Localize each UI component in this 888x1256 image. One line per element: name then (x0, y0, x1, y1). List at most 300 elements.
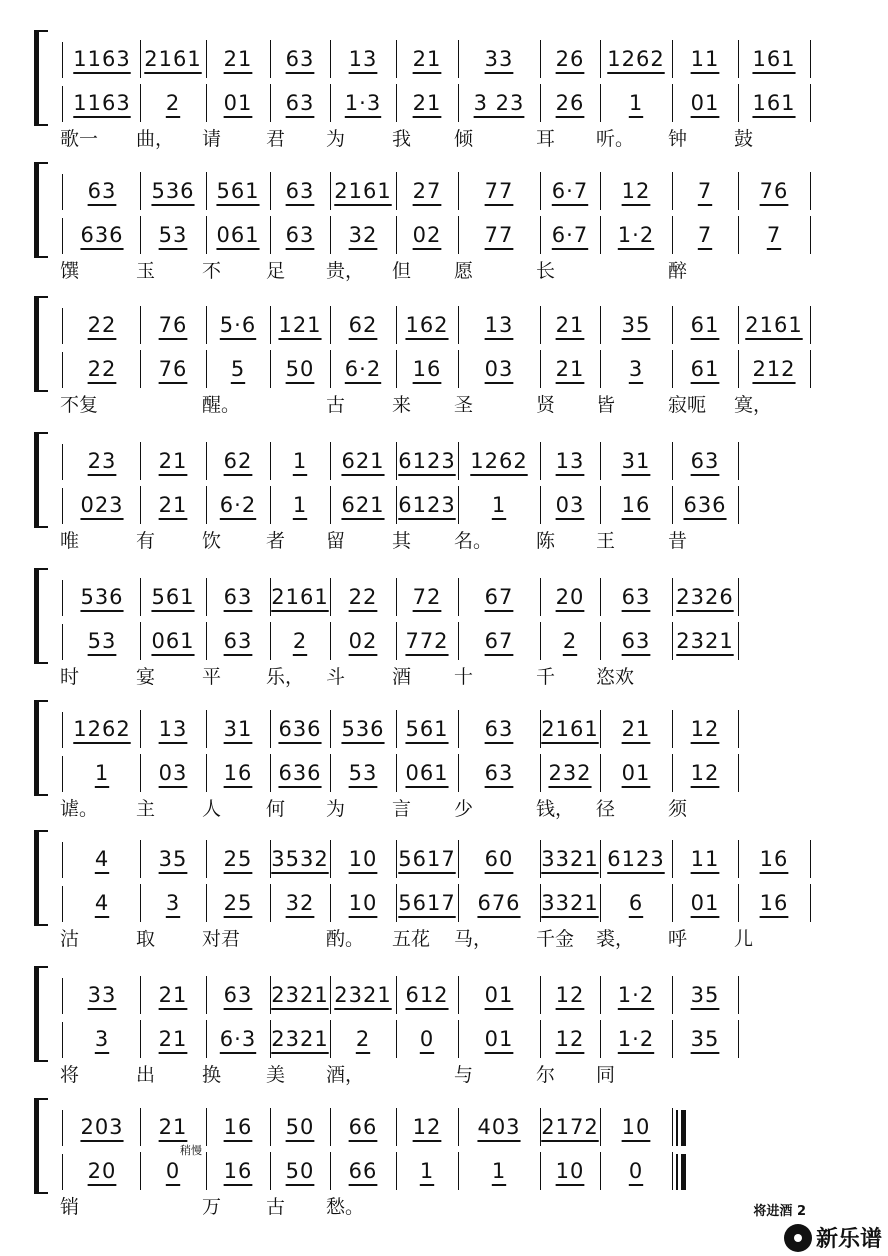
notes: 1 (292, 493, 308, 517)
notes: 33 (87, 983, 117, 1007)
notes: 63 (621, 585, 651, 609)
notes: 21 (555, 313, 585, 337)
notes: 63 (484, 717, 514, 741)
measure (600, 754, 673, 792)
lyric-syllable: 寂呃 (668, 394, 707, 416)
measure (64, 40, 141, 78)
measure (540, 1152, 601, 1190)
measure (396, 710, 459, 748)
notes: 22 (348, 585, 378, 609)
measure (738, 350, 811, 388)
measure (738, 306, 811, 344)
notes: 1·3 (344, 91, 382, 115)
measure (270, 754, 331, 792)
notes: 60 (484, 847, 514, 871)
notes: 2 (562, 629, 578, 653)
measure (600, 172, 673, 210)
measure (64, 442, 141, 480)
notes: 02 (348, 629, 378, 653)
measure (458, 40, 541, 78)
notes: 6·2 (219, 493, 257, 517)
start-barline (62, 842, 63, 878)
start-barline (62, 1022, 63, 1058)
start-barline (62, 86, 63, 122)
measure (540, 884, 601, 922)
lyrics-line (54, 1060, 868, 1084)
bottom-staff (54, 616, 868, 664)
lyric-syllable: 寞， (734, 394, 773, 416)
top-staff (54, 834, 868, 882)
top-staff (54, 970, 868, 1018)
measure (540, 350, 601, 388)
measure (330, 442, 397, 480)
lyric-syllable: 皆 (596, 394, 616, 416)
measure (458, 172, 541, 210)
notes: 32 (348, 223, 378, 247)
final-barline (676, 1154, 686, 1190)
notes: 11 (690, 847, 720, 871)
notes: 2326 (676, 585, 734, 609)
lyrics-line (54, 794, 868, 818)
measure (330, 172, 397, 210)
measure (458, 350, 541, 388)
notes: 2172 (541, 1115, 599, 1139)
lyric-syllable: 五花 (392, 928, 431, 950)
notes: 0 (165, 1159, 181, 1183)
notes: 162 (405, 313, 449, 337)
measure (396, 84, 459, 122)
measure (270, 840, 331, 878)
measure (270, 976, 331, 1014)
notes: 4 (94, 891, 110, 915)
notes: 63 (285, 223, 315, 247)
lyric-syllable: 言 (392, 798, 412, 820)
measure (396, 442, 459, 480)
lyric-syllable: 须 (668, 798, 688, 820)
notes: 63 (223, 629, 253, 653)
measure (270, 84, 331, 122)
measure (270, 622, 331, 660)
measure (540, 1108, 601, 1146)
bottom-staff (54, 210, 868, 258)
notes: 6 (628, 891, 644, 915)
measure (330, 350, 397, 388)
measure (672, 884, 739, 922)
start-barline (62, 978, 63, 1014)
lyric-syllable: 醒。 (202, 394, 241, 416)
measure (600, 622, 673, 660)
lyric-syllable: 酌。 (326, 928, 365, 950)
lyric-syllable: 对君 (202, 928, 241, 950)
system-bracket (34, 830, 48, 926)
notes: 212 (752, 357, 796, 381)
lyric-syllable: 留 (326, 530, 346, 552)
measure (140, 486, 207, 524)
measure (64, 216, 141, 254)
notes: 33 (484, 47, 514, 71)
measure (672, 840, 739, 878)
lyric-syllable: 酒， (326, 1064, 365, 1086)
lyric-syllable: 醉 (668, 260, 688, 282)
lyric-syllable: 沽 (60, 928, 80, 950)
measure (540, 306, 601, 344)
notes: 621 (341, 493, 385, 517)
system-bracket (34, 296, 48, 392)
notes: 32 (285, 891, 315, 915)
notes: 2321 (676, 629, 734, 653)
measure (64, 884, 141, 922)
measure (600, 1152, 673, 1190)
notes: 3321 (541, 847, 599, 871)
notes: 35 (621, 313, 651, 337)
notes: 13 (484, 313, 514, 337)
measure (140, 754, 207, 792)
measure (396, 578, 459, 616)
notes: 10 (555, 1159, 585, 1183)
notes: 35 (690, 983, 720, 1007)
lyric-syllable: 贤 (536, 394, 556, 416)
notes: 26 (555, 47, 585, 71)
measure (600, 40, 673, 78)
lyric-syllable: 儿 (734, 928, 754, 950)
lyrics-line (54, 1192, 868, 1216)
measure (600, 840, 673, 878)
notes: 3321 (541, 891, 599, 915)
start-barline (62, 756, 63, 792)
notes: 27 (412, 179, 442, 203)
notes: 161 (752, 47, 796, 71)
notes: 3 (628, 357, 644, 381)
notes: 3 (165, 891, 181, 915)
measure (270, 710, 331, 748)
lyric-syllable: 时 (60, 666, 80, 688)
measure (396, 840, 459, 878)
notes: 2161 (745, 313, 803, 337)
measure (206, 976, 271, 1014)
lyric-syllable: 人 (202, 798, 222, 820)
score-system (34, 830, 868, 952)
measure (270, 1020, 331, 1058)
measure (140, 1108, 207, 1146)
notes: 1 (491, 493, 507, 517)
measure (458, 486, 541, 524)
notes: 1 (491, 1159, 507, 1183)
measure (64, 840, 141, 878)
notes: 12 (412, 1115, 442, 1139)
notes: 63 (285, 179, 315, 203)
measure (206, 216, 271, 254)
measure (672, 84, 739, 122)
system-bracket (34, 700, 48, 796)
measure (540, 710, 601, 748)
notes: 621 (341, 449, 385, 473)
measure (330, 976, 397, 1014)
notes: 66 (348, 1115, 378, 1139)
notes: 1163 (73, 47, 131, 71)
notes: 13 (158, 717, 188, 741)
lyric-syllable: 取 (136, 928, 156, 950)
top-staff (54, 436, 868, 484)
notes: 2 (292, 629, 308, 653)
notes: 53 (158, 223, 188, 247)
measure (672, 306, 739, 344)
lyric-syllable: 千金 (536, 928, 575, 950)
measure (600, 578, 673, 616)
notes: 7 (697, 179, 713, 203)
notes: 01 (621, 761, 651, 785)
notes: 10 (621, 1115, 651, 1139)
bottom-staff (54, 1014, 868, 1062)
lyric-syllable: 愁。 (326, 1196, 365, 1218)
measure (64, 578, 141, 616)
measure (140, 1020, 207, 1058)
measure (600, 350, 673, 388)
page-label: 将进酒 2 (753, 1204, 806, 1219)
start-barline (62, 624, 63, 660)
measure (738, 40, 811, 78)
notes: 203 (80, 1115, 124, 1139)
notes: 66 (348, 1159, 378, 1183)
measure (540, 216, 601, 254)
notes: 53 (348, 761, 378, 785)
lyric-syllable: 十 (454, 666, 474, 688)
bottom-staff (54, 78, 868, 126)
measure (672, 976, 739, 1014)
notes: 67 (484, 629, 514, 653)
notes: 612 (405, 983, 449, 1007)
measure (396, 350, 459, 388)
measure (270, 884, 331, 922)
notes: 21 (412, 91, 442, 115)
notes: 5617 (398, 891, 456, 915)
notes: 2321 (271, 1027, 329, 1051)
lyrics-line (54, 256, 868, 280)
measure (330, 1020, 397, 1058)
measure (206, 486, 271, 524)
measure (330, 710, 397, 748)
lyric-syllable: 请 (202, 128, 222, 150)
lyric-syllable: 万 (202, 1196, 222, 1218)
lyric-syllable: 倾 (454, 128, 474, 150)
tempo-annotation: 稍慢 (180, 1144, 202, 1157)
notes: 5 (230, 357, 246, 381)
measure (270, 216, 331, 254)
notes: 10 (348, 847, 378, 871)
notes: 061 (216, 223, 260, 247)
measure (270, 486, 331, 524)
notes: 13 (555, 449, 585, 473)
lyric-syllable: 来 (392, 394, 412, 416)
measure (540, 840, 601, 878)
notes: 35 (690, 1027, 720, 1051)
start-barline (62, 1110, 63, 1146)
measure (206, 578, 271, 616)
measure (396, 1152, 459, 1190)
notes: 061 (151, 629, 195, 653)
measure (330, 578, 397, 616)
measure (270, 1108, 331, 1146)
measure (458, 1108, 541, 1146)
lyric-syllable: 贵， (326, 260, 365, 282)
start-barline (62, 174, 63, 210)
notes: 21 (158, 983, 188, 1007)
lyric-syllable: 换 (202, 1064, 222, 1086)
score-system (34, 568, 868, 690)
notes: 16 (412, 357, 442, 381)
lyric-syllable: 长 (536, 260, 556, 282)
measure (396, 486, 459, 524)
measure (206, 710, 271, 748)
notes: 67 (484, 585, 514, 609)
start-barline (62, 1154, 63, 1190)
notes: 3 23 (473, 91, 525, 115)
measure (396, 172, 459, 210)
measure (330, 754, 397, 792)
top-staff (54, 572, 868, 620)
lyric-syllable: 马， (454, 928, 493, 950)
notes: 63 (621, 629, 651, 653)
measure (458, 884, 541, 922)
lyric-syllable: 唯 (60, 530, 80, 552)
notes: 63 (285, 47, 315, 71)
notes: 3532 (271, 847, 329, 871)
measure (396, 884, 459, 922)
start-barline (62, 488, 63, 524)
lyric-syllable: 鼓 (734, 128, 754, 150)
measure (396, 622, 459, 660)
lyric-syllable: 钟 (668, 128, 688, 150)
measure (64, 754, 141, 792)
notes: 21 (621, 717, 651, 741)
measure (140, 578, 207, 616)
lyric-syllable: 出 (136, 1064, 156, 1086)
measure (738, 216, 811, 254)
notes: 2 (165, 91, 181, 115)
notes: 561 (405, 717, 449, 741)
score-system (34, 30, 868, 152)
measure (64, 350, 141, 388)
measure (330, 306, 397, 344)
measure (140, 350, 207, 388)
measure (672, 1020, 739, 1058)
lyric-syllable: 陈 (536, 530, 556, 552)
notes: 25 (223, 891, 253, 915)
measure (540, 976, 601, 1014)
measure (458, 216, 541, 254)
system-bracket (34, 432, 48, 528)
start-barline (62, 444, 63, 480)
measure (540, 40, 601, 78)
notes: 636 (278, 717, 322, 741)
notes: 72 (412, 585, 442, 609)
measure (140, 216, 207, 254)
notes: 26 (555, 91, 585, 115)
measure (330, 486, 397, 524)
measure (206, 306, 271, 344)
notes: 12 (621, 179, 651, 203)
notes: 232 (548, 761, 592, 785)
measure (540, 578, 601, 616)
lyric-syllable: 乐， (266, 666, 305, 688)
lyric-syllable: 耳 (536, 128, 556, 150)
measure (540, 442, 601, 480)
top-staff (54, 1102, 868, 1150)
system-bracket (34, 162, 48, 258)
notes: 2321 (334, 983, 392, 1007)
lyric-syllable: 恣欢 (596, 666, 635, 688)
measure (540, 754, 601, 792)
lyric-syllable: 钱， (536, 798, 575, 820)
notes: 121 (278, 313, 322, 337)
measure (64, 976, 141, 1014)
lyric-syllable: 有 (136, 530, 156, 552)
measure (672, 754, 739, 792)
bottom-staff (54, 748, 868, 796)
lyrics-line (54, 526, 868, 550)
lyric-syllable: 销 (60, 1196, 80, 1218)
score-system (34, 700, 868, 822)
top-staff (54, 300, 868, 348)
measure (206, 84, 271, 122)
system-bracket (34, 30, 48, 126)
score-system (34, 162, 868, 284)
notes: 50 (285, 1159, 315, 1183)
notes: 676 (477, 891, 521, 915)
measure (600, 486, 673, 524)
lyric-syllable: 为 (326, 128, 346, 150)
top-staff (54, 704, 868, 752)
notes: 6123 (398, 493, 456, 517)
lyric-syllable: 曲， (136, 128, 175, 150)
measure (206, 1152, 271, 1190)
measure (206, 840, 271, 878)
notes: 16 (223, 1115, 253, 1139)
measure (600, 306, 673, 344)
measure (270, 578, 331, 616)
notes: 31 (223, 717, 253, 741)
lyric-syllable: 酒 (392, 666, 412, 688)
measure (600, 884, 673, 922)
notes: 21 (412, 47, 442, 71)
start-barline (62, 352, 63, 388)
measure (672, 172, 739, 210)
notes: 61 (690, 313, 720, 337)
notes: 403 (477, 1115, 521, 1139)
notes: 1 (419, 1159, 435, 1183)
measure (672, 710, 739, 748)
measure (140, 172, 207, 210)
record-disc-icon (784, 1224, 812, 1252)
site-logo (784, 1222, 882, 1253)
score-system (34, 432, 868, 554)
notes: 536 (341, 717, 385, 741)
lyric-syllable: 玉 (136, 260, 156, 282)
measure (140, 442, 207, 480)
measure (600, 1020, 673, 1058)
bottom-staff (54, 344, 868, 392)
measure (396, 976, 459, 1014)
lyric-syllable: 宴 (136, 666, 156, 688)
measure (206, 622, 271, 660)
measure (64, 1108, 141, 1146)
measure (140, 884, 207, 922)
measure (140, 84, 207, 122)
measure (458, 976, 541, 1014)
lyric-syllable: 呼 (668, 928, 688, 950)
measure (600, 84, 673, 122)
measure (540, 486, 601, 524)
final-barline (676, 1110, 686, 1146)
